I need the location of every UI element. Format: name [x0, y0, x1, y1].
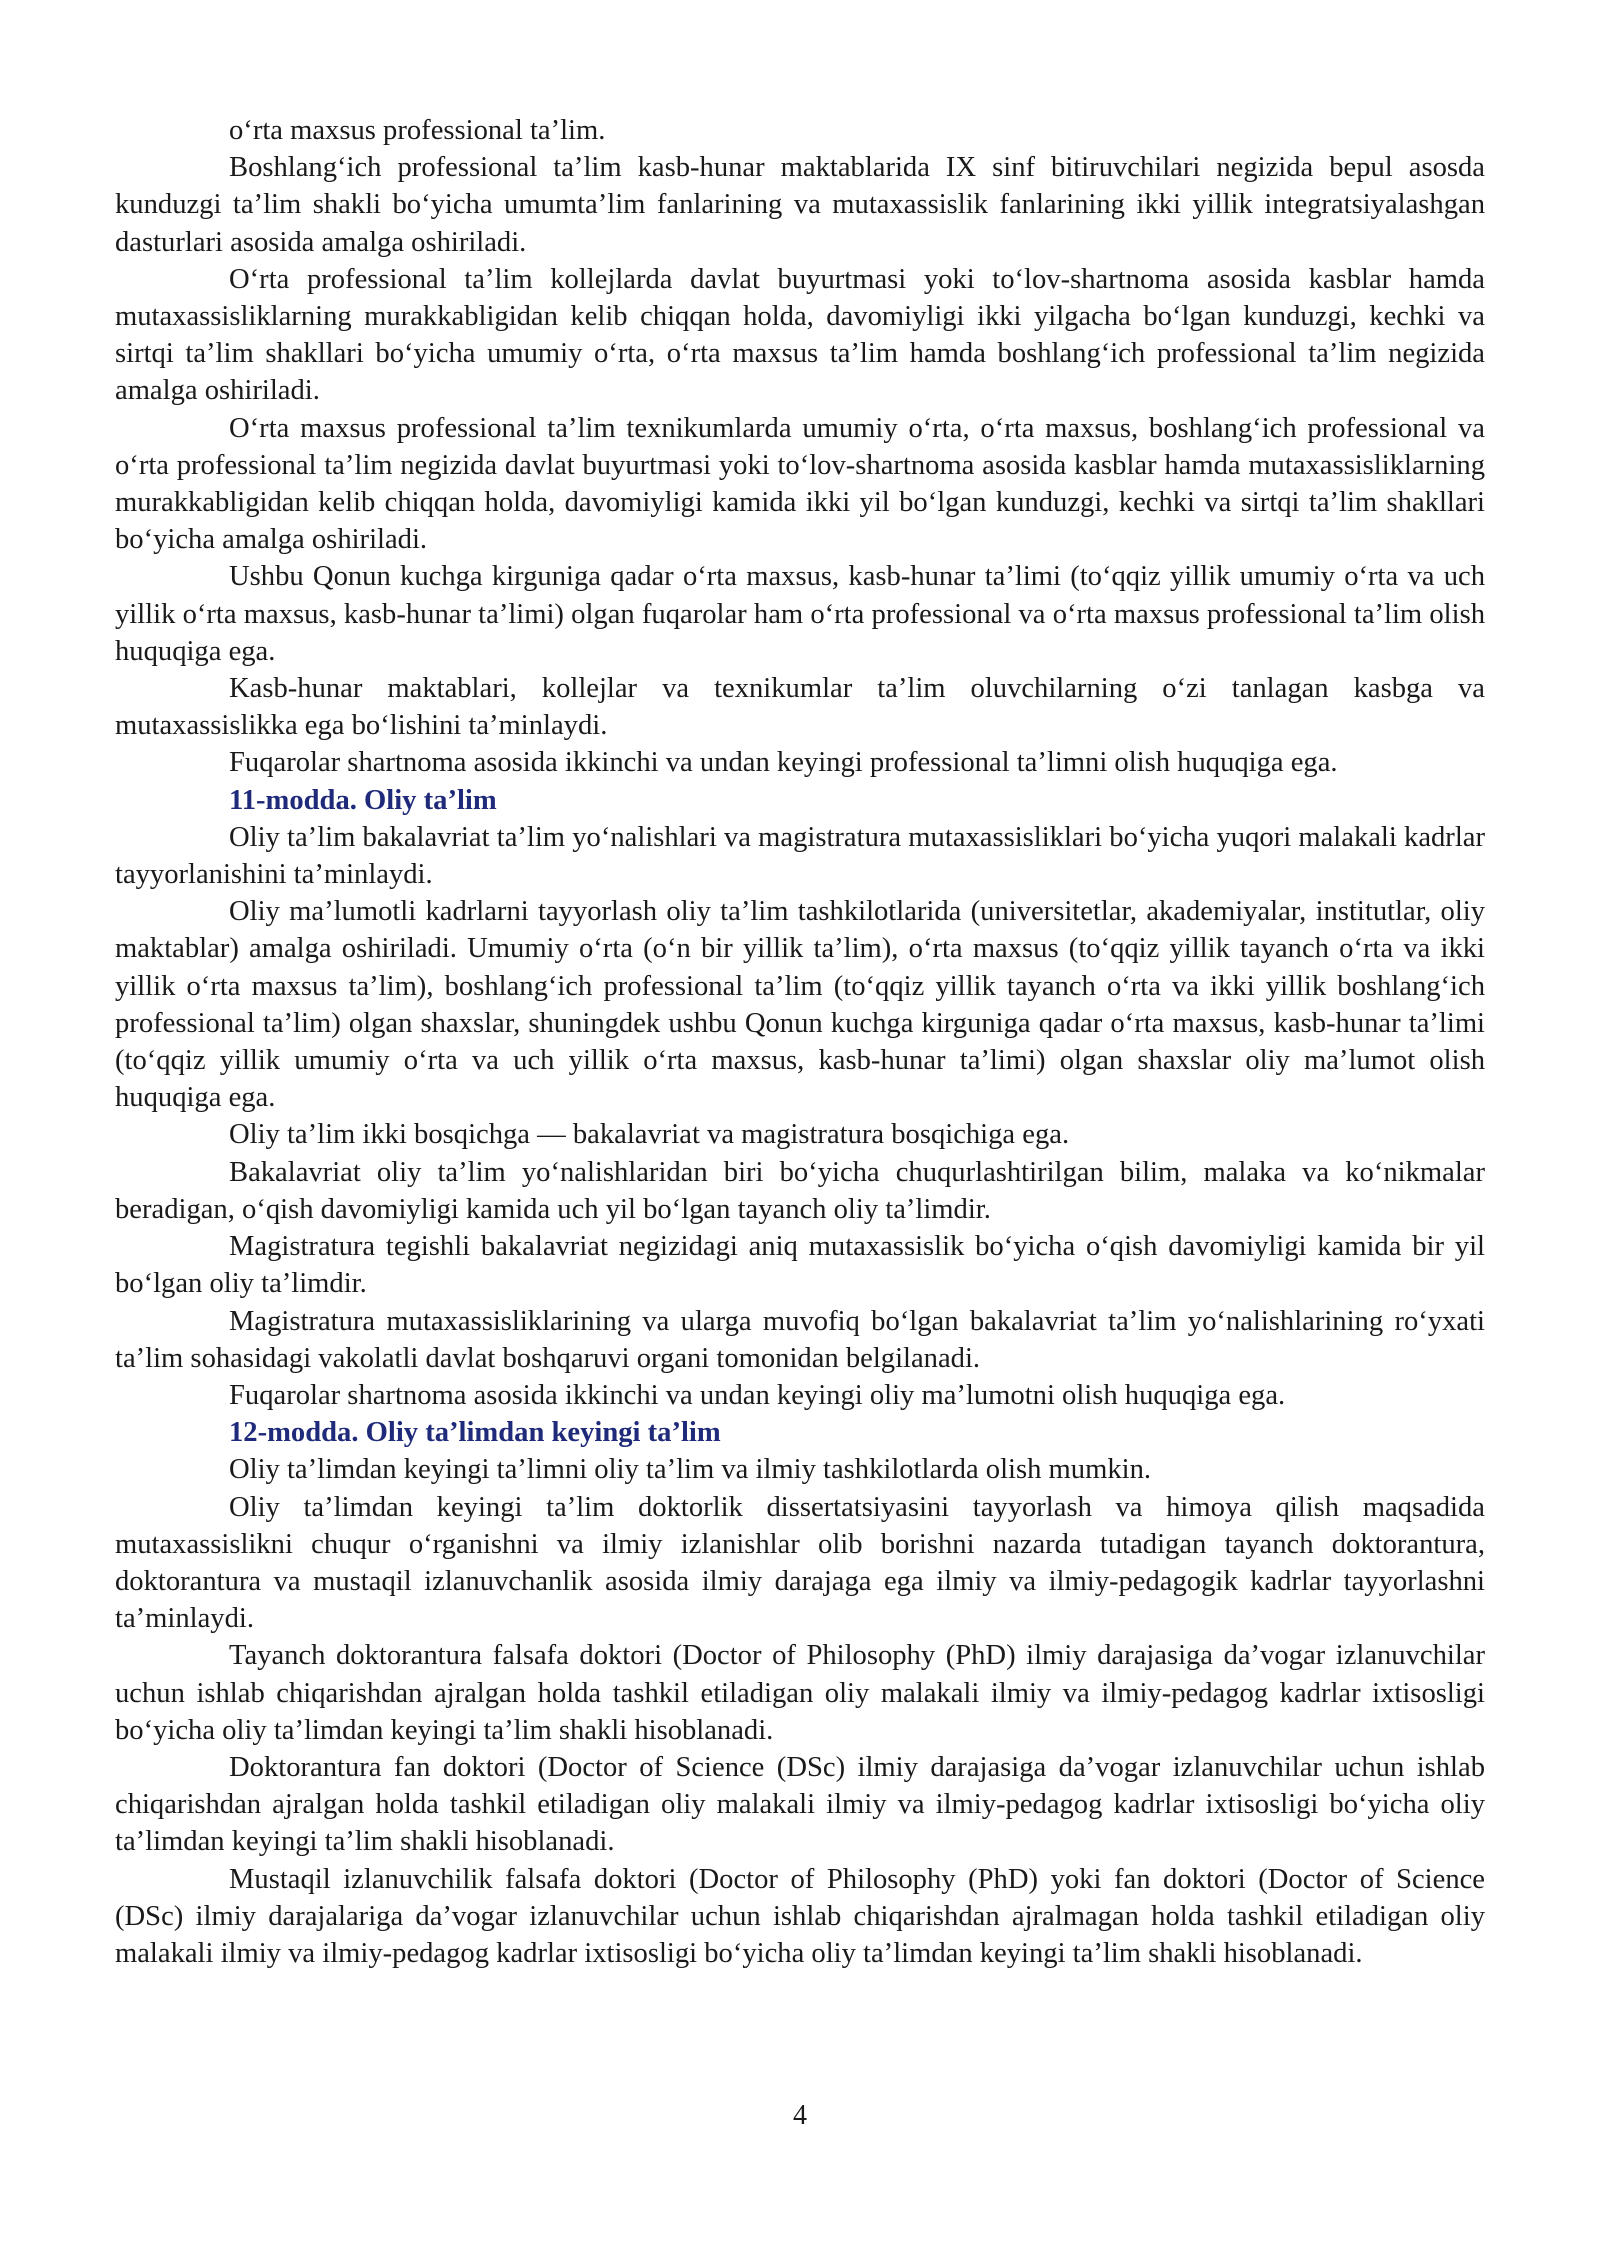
document-body — [115, 112, 1485, 1972]
article-heading: 11-modda. Oliy ta’lim — [229, 784, 497, 816]
article-heading: 12-modda. Oliy ta’limdan keyingi ta’lim — [229, 1417, 721, 1449]
body-paragraph: Mustaqil izlanuvchilik falsafa doktori (Doctor of Philosophy (PhD) yoki fan doktori (Doctor of Science (DSc) ilmiy darajalariga da’vogar izlanuvchilar uchun ishlab chiqarishdan ajralmagan holda tashkil etiladigan oliy malakali ilmiy va ilmiy-pedagog kadrlar ixtisosligi bo‘yicha oliy ta’limdan keyingi ta’lim shakli hisoblanadi. — [115, 1863, 1485, 1969]
body-paragraph: Fuqarolar shartnoma asosida ikkinchi va undan keyingi oliy ma’lumotni olish huquqiga ega. — [229, 1379, 1286, 1411]
body-paragraph: O‘rta professional ta’lim kollejlarda davlat buyurtmasi yoki to‘lov-shartnoma asosida kasblar hamda mutaxassisliklarning murakkabligidan kelib chiqqan holda, davomiyligi ikki yilgacha bo‘lgan kunduzgi, kechki va sirtqi ta’lim shakllari bo‘yicha umumiy o‘rta, o‘rta maxsus ta’lim hamda boshlang‘ich professional ta’lim negizida amalga oshiriladi. — [115, 263, 1485, 407]
body-paragraph: Oliy ta’lim bakalavriat ta’lim yo‘nalishlari va magistratura mutaxassisliklari bo‘yicha yuqori malakali kadrlar tayyorlanishini ta’minlaydi. — [115, 821, 1485, 891]
body-paragraph: Oliy ta’limdan keyingi ta’lim doktorlik dissertatsiyasini tayyorlash va himoya qilish maqsadida mutaxassislikni chuqur o‘rganishni va ilmiy izlanishlar olib borishni nazarda tutadigan tayanch doktorantura, doktorantura va mustaqil izlanuvchanlik asosida ilmiy darajaga ega ilmiy va ilmiy-pedagogik kadrlar tayyorlashni ta’minlaydi. — [115, 1491, 1485, 1635]
body-paragraph: Bakalavriat oliy ta’lim yo‘nalishlaridan biri bo‘yicha chuqurlashtirilgan bilim, malaka va ko‘nikmalar beradigan, o‘qish davomiyligi kamida uch yil bo‘lgan tayanch oliy ta’limdir. — [115, 1156, 1485, 1225]
body-paragraph: O‘rta maxsus professional ta’lim texnikumlarda umumiy o‘rta, o‘rta maxsus, boshlang‘ich professional va o‘rta professional ta’lim negizida davlat buyurtmasi yoki to‘lov-shartnoma asosida kasblar hamda mutaxassisliklarning murakkabligidan kelib chiqqan holda, davomiyligi kamida ikki yil bo‘lgan kunduzgi, kechki va sirtqi ta’lim shakllari bo‘yicha amalga oshiriladi. — [115, 412, 1485, 556]
body-paragraph: Oliy ma’lumotli kadrlarni tayyorlash oliy ta’lim tashkilotlarida (universitetlar, akademiyalar, institutlar, oliy maktablar) amalga oshiriladi. Umumiy o‘rta (o‘n bir yillik ta’lim), o‘rta maxsus (to‘qqiz yillik tayanch o‘rta va ikki yillik o‘rta maxsus ta’lim), boshlang‘ich professional ta’lim (to‘qqiz yillik tayanch o‘rta va ikki yillik boshlang‘ich professional ta’lim) olgan shaxslar, shuningdek ushbu Qonun kuchga kirguniga qadar o‘rta maxsus, kasb-hunar ta’limi (to‘qqiz yillik umumiy o‘rta va uch yillik o‘rta maxsus, kasb-hunar ta’limi) olgan shaxslar oliy ma’lumot olish huquqiga ega. — [115, 896, 1485, 1114]
document-page — [115, 112, 1485, 1972]
body-paragraph: Fuqarolar shartnoma asosida ikkinchi va undan keyingi professional ta’limni olish huquqiga ega. — [229, 747, 1338, 779]
body-paragraph: Kasb-hunar maktablari, kollejlar va texnikumlar ta’lim oluvchilarning o‘zi tanlagan kasbga va mutaxassislikka ega bo‘lishini ta’minlaydi. — [115, 673, 1485, 742]
body-paragraph: Magistratura mutaxassisliklarining va ularga muvofiq bo‘lgan bakalavriat ta’lim yo‘nalishlarining ro‘yxati ta’lim sohasidagi vakolatli davlat boshqaruvi organi tomonidan belgilanadi. — [115, 1305, 1485, 1374]
body-paragraph: Magistratura tegishli bakalavriat negizidagi aniq mutaxassislik bo‘yicha o‘qish davomiyligi kamida bir yil bo‘lgan oliy ta’limdir. — [115, 1231, 1485, 1300]
body-paragraph: o‘rta maxsus professional ta’lim. — [229, 115, 606, 146]
body-paragraph: Tayanch doktorantura falsafa doktori (Doctor of Philosophy (PhD) ilmiy darajasiga da’vogar izlanuvchilar uchun ishlab chiqarishdan ajralgan holda tashkil etiladigan oliy malakali ilmiy va ilmiy-pedagog kadrlar ixtisosligi bo‘yicha oliy ta’limdan keyingi ta’lim shakli hisoblanadi. — [115, 1640, 1485, 1746]
body-paragraph: Boshlang‘ich professional ta’lim kasb-hunar maktablarida IX sinf bitiruvchilari negizida bepul asosda kunduzgi ta’lim shakli bo‘yicha umumta’lim fanlarining va mutaxassislik fanlarining ikki yillik integratsiyalashgan dasturlari asosida amalga oshiriladi. — [115, 152, 1485, 258]
body-paragraph: Oliy ta’lim ikki bosqichga — bakalavriat va magistratura bosqichiga ega. — [229, 1119, 1070, 1151]
body-paragraph: Doktorantura fan doktori (Doctor of Science (DSc) ilmiy darajasiga da’vogar izlanuvchilar uchun ishlab chiqarishdan ajralgan holda tashkil etiladigan oliy malakali ilmiy va ilmiy-pedagog kadrlar ixtisosligi bo‘yicha oliy ta’limdan keyingi ta’lim shakli hisoblanadi. — [115, 1751, 1485, 1858]
body-paragraph: Ushbu Qonun kuchga kirguniga qadar o‘rta maxsus, kasb-hunar ta’limi (to‘qqiz yillik umumiy o‘rta va uch yillik o‘rta maxsus, kasb-hunar ta’limi) olgan fuqarolar ham o‘rta professional va o‘rta maxsus professional ta’lim olish huquqiga ega. — [115, 561, 1485, 667]
page-number: 4 — [793, 2100, 807, 2131]
body-paragraph: Oliy ta’limdan keyingi ta’limni oliy ta’lim va ilmiy tashkilotlarda olish mumkin. — [229, 1454, 1152, 1486]
